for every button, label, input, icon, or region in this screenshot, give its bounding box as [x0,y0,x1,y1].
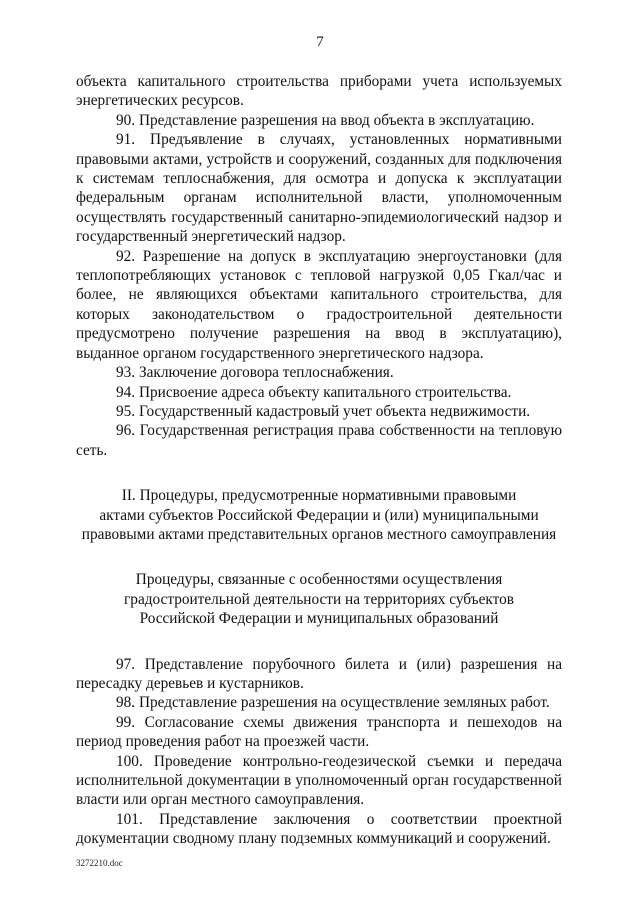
section-heading-line: II. Процедуры, предусмотренные нормативными правовыми [121,487,517,505]
paragraph-continuation: объекта капитального строительства приборами учета используемых энергетических ресурсов. [76,73,562,110]
subsection-heading-line: градостроительной деятельности на территориях субъектов [124,590,514,608]
paragraph-98: 98. Представление разрешения на осуществление земляных работ. [116,694,550,712]
paragraph-93: 93. Заключение договора теплоснабжения. [116,364,394,382]
paragraph-96: 96. Государственная регистрация права собственности на тепловую сеть. [76,422,562,459]
section-heading-line: актами субъектов Российской Федерации и (или) муниципальными [99,506,539,524]
paragraph-99: 99. Согласование схемы движения транспорта и пешеходов на период проведения работ на проезжей части. [76,713,562,751]
subsection-heading-line: Процедуры, связанные с особенностями осуществления [135,571,503,589]
paragraph-97: 97. Представление порубочного билета и (или) разрешения на пересадку деревьев и кустарников. [76,655,562,692]
paragraph-101: 101. Представление заключения о соответствии проектной документации сводному плану подземных коммуникаций и сооружений. [76,810,562,848]
section-heading-line: правовыми актами представительных органов местного самоуправления [81,525,557,543]
paragraph-91: 91. Предъявление в случаях, установленных нормативными правовыми актами, устройств и сооружений, созданных для подключения к системам теплоснабжения, для осмотра и допуска к эксплуатации федеральным органам исполнительной власти, уполномоченным осуществлять государственный санитарно-эпидемиологический надзор и государственный энергетический надзор. [76,131,562,246]
paragraph-92: 92. Разрешение на допуск в эксплуатацию энергоустановки (для теплопотребляющих установок с тепловой нагрузкой 0,05 Гкал/час и более, не являющихся объектами капитального строительства, для которых законодательством о градостроительной деятельности предусмотрено получение разрешения на ввод в эксплуатацию), выданное органом государственного энергетического надзора. [76,247,562,362]
paragraph-94: 94. Присвоение адреса объекту капитального строительства. [116,383,512,401]
paragraph-95: 95. Государственный кадастровый учет объекта недвижимости. [116,402,531,420]
subsection-heading [76,570,562,628]
footer-file-code: 3272210.doc [76,858,123,868]
subsection-heading-line: Российской Федерации и муниципальных образований [139,610,499,628]
page-number: 7 [316,34,324,50]
document-body [76,72,562,849]
paragraph-90: 90. Представление разрешения на ввод объекта в эксплуатацию. [116,111,535,129]
paragraph-100: 100. Проведение контрольно-геодезической съемки и передача исполнительной документации в уполномоченный орган государственной власти или орган местного самоуправления. [76,752,562,809]
section-heading-ii [76,486,562,544]
